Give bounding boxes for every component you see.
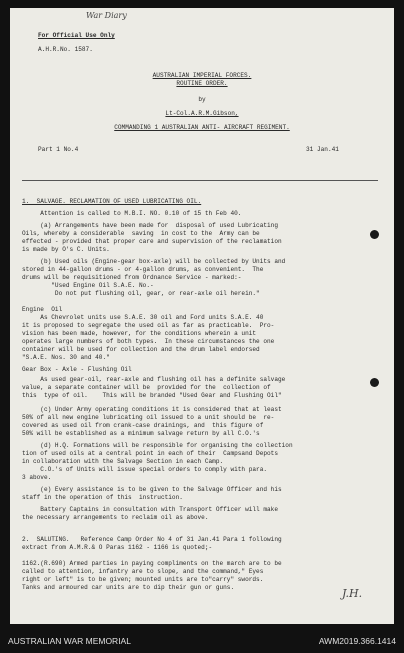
body-line: Attention is called to M.B.I. NO. 0.10 of 15 th Feb 40. [22, 210, 242, 217]
catalogue-number: AWM2019.366.1414 [318, 636, 396, 646]
body-line: Battery Captains in consultation with Transport Officer will make [22, 506, 278, 513]
punch-hole-bottom [370, 378, 379, 387]
body-line: 50% of all new engine lubricating oil issued to a unit should be re- [22, 414, 275, 421]
body-line: (b) Used oils (Engine-gear box-axle) will be collected by Units and [22, 258, 286, 265]
body-line: effected - provided that proper care and supervision of the reclamation [22, 238, 282, 245]
body-line: drums will be requisitioned from Ordnance Service - marked:- [22, 274, 242, 281]
command-line: COMMANDING 1 AUSTRALIAN ANTI- AIRCRAFT REGIMENT. [114, 124, 290, 131]
body-line: 1162.(R.690) Armed parties in paying compliments on the march are to be [22, 560, 282, 567]
body-line: Do not put flushing oil, gear, or rear-axle oil herein." [22, 290, 260, 297]
body-line: stored in 44-gallon drums - or 4-gallon drums, as convenient. The [22, 266, 264, 273]
body-line: "S.A.E. Nos. 30 and 40." [22, 354, 110, 361]
body-line: "Used Engine Oil S.A.E. No.- [22, 282, 154, 289]
order-date: 31 Jan.41 [306, 146, 339, 153]
by-label: by [198, 96, 206, 103]
body-line: in collaboration with the Salvage Section in each Camp. [22, 458, 224, 465]
body-line: is made by O's C. Units. [22, 246, 110, 253]
body-line: (e) Every assistance is to be given to the Salvage Officer and his [22, 486, 282, 493]
body-line: (c) Under Army operating conditions it is considered that at least [22, 406, 282, 413]
body-line: operates large numbers of both types. In these circumstances the one [22, 338, 275, 345]
body-line: vision has been made, however, for the conditions wherein a unit [22, 330, 257, 337]
archive-footer [0, 632, 404, 653]
document-page [10, 8, 394, 624]
part-number: Part 1 No.4 [38, 146, 79, 153]
body-line: (a) Arrangements have been made for disposal of used Lubricating [22, 222, 278, 229]
officer-name: Lt-Col.A.R.M.Gibson, [165, 110, 239, 117]
heading-routine-order: ROUTINE ORDER. [176, 80, 228, 87]
body-line: 2. SALUTING. Reference Camp Order No 4 of 31 Jan.41 Para 1 following [22, 536, 282, 543]
body-line: right or left" is to be given; mounted units are to"carry" swords. [22, 576, 264, 583]
body-line: staff in the operation of this instruction. [22, 494, 183, 501]
punch-hole-top [370, 230, 379, 239]
body-line: covered as used oil from crank-case drainings, and this figure of [22, 422, 264, 429]
handwritten-note: War Diary [86, 11, 127, 20]
body-line: Oils, whereby a considerable saving in cost to the Army can be [22, 230, 260, 237]
body-line: Tanks and armoured car units are to dip their gun or guns. [22, 584, 235, 591]
body-line: Engine Oil [22, 306, 63, 313]
body-line: value, a separate container will be provided for the collection of [22, 384, 271, 391]
body-line: C.O.'s of Units will issue special orders to comply with para. [22, 466, 268, 473]
body-line: Gear Box - Axle - Flushing Oil [22, 366, 132, 373]
divider-line [22, 180, 378, 181]
body-line: 3 above. [22, 474, 52, 481]
body-line: the necessary arrangements to reclaim oil as above. [22, 514, 209, 521]
body-line: 1. SALVAGE. RECLAMATION OF USED LUBRICATING OIL. [22, 198, 202, 205]
body-line: As used gear-oil, rear-axle and flushing oil has a definite salvage [22, 376, 286, 383]
body-line: this type of oil. This will be branded "Used Gear and Flushing Oil" [22, 392, 282, 399]
signature-mark: J.H. [342, 587, 363, 600]
body-line: container will be used for collection and the drum label endorsed [22, 346, 260, 353]
body-line: called to attention, infantry are to slope, and the command," Eyes [22, 568, 264, 575]
body-line: tion of used oils at a central point in each of their Campsand Depots [22, 450, 278, 457]
body-line: it is proposed to segregate the used oil as far as practicable. Pro- [22, 322, 275, 329]
reference-number: A.H.R.No. 1587. [38, 46, 93, 53]
body-line: As Chevrolet units use S.A.E. 30 oil and Ford units S.A.E. 40 [22, 314, 264, 321]
heading-forces: AUSTRALIAN IMPERIAL FORCES. [152, 72, 252, 79]
classification-label: For Official Use Only [38, 32, 115, 39]
body-line: 50% will be established as a minimum salvage return by all C.O.'s [22, 430, 260, 437]
body-line: (d) H.Q. Formations will be responsible for organising the collection [22, 442, 293, 449]
institution-name: AUSTRALIAN WAR MEMORIAL [8, 636, 131, 646]
body-line: extract from A.M.R.& O Paras 1162 - 1166 is quoted;- [22, 544, 213, 551]
